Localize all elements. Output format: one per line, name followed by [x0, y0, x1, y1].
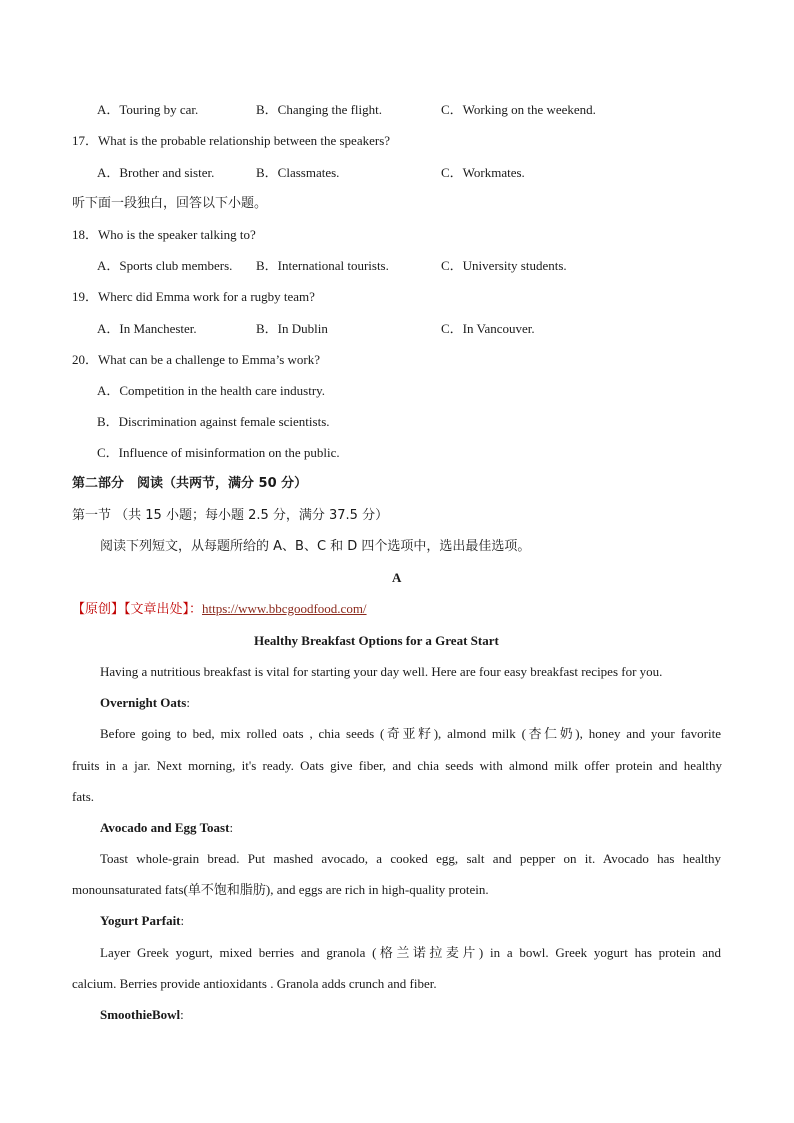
oats-text-1: Before going to bed, mix rolled oats , chia seeds (奇亚籽), almond milk (杏仁奶), honey and your favorite — [100, 726, 721, 741]
section1-heading: 第一节 （共 15 小题；每小题 2.5 分，满分 37.5 分） — [72, 508, 389, 523]
colon: : — [180, 1007, 184, 1022]
q20-option-a: A．Competition in the health care industry. — [97, 383, 326, 398]
q18-option-a: A．Sports club members. — [97, 258, 233, 273]
colon: : — [229, 820, 234, 835]
q20-stem: 20．What can be a challenge to Emma’s work? — [72, 352, 320, 367]
oats-heading-line — [100, 695, 190, 711]
avocado-heading-line — [100, 820, 233, 836]
passage-letter: A — [392, 570, 402, 585]
colon: : — [186, 695, 190, 710]
oats-heading: Overnight Oats — [100, 695, 187, 710]
q19-stem: 19．Wherc did Emma work for a rugby team? — [72, 289, 315, 304]
colon: : — [180, 913, 185, 928]
q18-option-c: C．University students. — [441, 258, 567, 273]
avocado-text-1: Toast whole-grain bread. Put mashed avocado, a cooked egg, salt and pepper on it. Avocado has healthy — [100, 851, 721, 866]
q19-option-c: C．In Vancouver. — [441, 321, 535, 336]
q19-option-a: A．In Manchester. — [97, 321, 197, 336]
yogurt-text-1: Layer Greek yogurt, mixed berries and granola (格兰诺拉麦片) in a bowl. Greek yogurt has protein and — [100, 945, 721, 960]
q18-stem: 18．Who is the speaker talking to? — [72, 227, 256, 242]
source-link[interactable]: https://www.bbcgoodfood.com/ — [202, 601, 367, 616]
source-tag: 【原创】【文章出处】： — [72, 602, 203, 617]
q17-stem: 17．What is the probable relationship between the speakers? — [72, 133, 391, 148]
q19-option-b: B．In Dublin — [256, 321, 328, 336]
avocado-text-2: monounsaturated fats(单不饱和脂肪), and eggs are rich in high-quality protein. — [72, 882, 489, 897]
q17-option-b: B．Classmates. — [256, 165, 340, 180]
q17-option-c: C．Workmates. — [441, 165, 525, 180]
source-line — [72, 601, 367, 618]
smoothie-heading: SmoothieBowl — [100, 1007, 181, 1022]
q20-option-c: C．Influence of misinformation on the public. — [97, 445, 340, 460]
article-title: Healthy Breakfast Options for a Great Start — [254, 633, 499, 648]
oats-text-3: fats. — [72, 789, 95, 804]
yogurt-heading: Yogurt Parfait — [100, 913, 181, 928]
yogurt-text-2: calcium. Berries provide antioxidants . Granola adds crunch and fiber. — [72, 976, 437, 991]
avocado-heading: Avocado and Egg Toast — [100, 820, 230, 835]
q16-option-b: B．Changing the flight. — [256, 102, 383, 117]
q20-option-b: B．Discrimination against female scientists. — [97, 414, 330, 429]
part2-heading: 第二部分 阅读（共两节，满分 50 分） — [72, 476, 308, 491]
q16-option-c: C．Working on the weekend. — [441, 102, 596, 117]
oats-text-2: fruits in a jar. Next morning, it's ready. Oats give fiber, and chia seeds with almond milk offer protein and healthy — [72, 758, 722, 773]
yogurt-heading-line — [100, 913, 184, 929]
article-intro: Having a nutritious breakfast is vital for starting your day well. Here are four easy breakfast recipes for you. — [100, 664, 663, 679]
q18-option-b: B．International tourists. — [256, 258, 389, 273]
smoothie-heading-line — [100, 1007, 184, 1023]
monologue-instruction: 听下面一段独白，回答以下小题。 — [72, 196, 268, 211]
reading-instruction: 阅读下列短文，从每题所给的 A、B、C 和 D 四个选项中，选出最佳选项。 — [100, 539, 531, 554]
q17-option-a: A．Brother and sister. — [97, 165, 215, 180]
q16-option-a: A．Touring by car. — [97, 102, 199, 117]
